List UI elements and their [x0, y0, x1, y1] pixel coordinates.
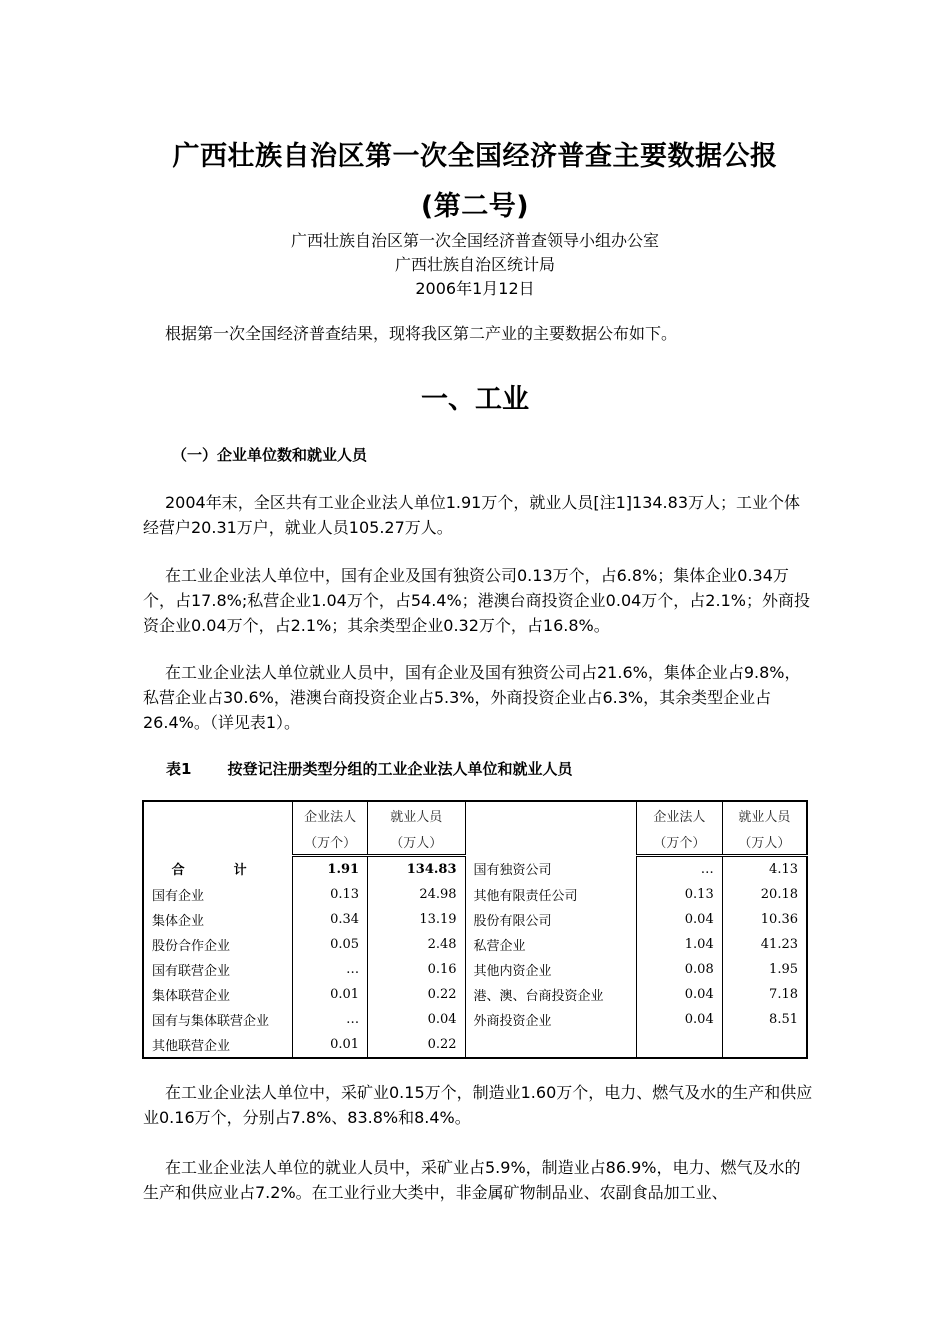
- row-employees-right: 4.13: [722, 856, 807, 883]
- header-col4-line1: 就业人员: [722, 801, 807, 828]
- row-employees-right: 10.36: [722, 907, 807, 932]
- row-units-left: …: [293, 1007, 368, 1032]
- header-col2-line2: （万人）: [368, 828, 465, 856]
- document-subtitle: (第二号): [420, 191, 530, 222]
- row-employees-left: 134.83: [368, 856, 465, 883]
- table-row: [143, 957, 807, 982]
- row-units-right: 1.04: [637, 932, 723, 957]
- header-blank-left: [143, 801, 293, 856]
- table-header-row-1: [143, 801, 807, 828]
- paragraph-2: 在工业企业法人单位中，国有企业及国有独资公司0.13万个，占6.8%；集体企业0.34万个，占17.8%;私营企业1.04万个，占54.4%；港澳台商投资企业0.04万个，占2.1%；外商投资企业0.04万个，占2.1%；其余类型企业0.32万个，占16.8%。: [143, 566, 810, 635]
- row-name-right: [465, 1032, 637, 1058]
- row-name-left: 国有联营企业: [143, 957, 293, 982]
- section-heading-industry: 一、工业: [421, 384, 529, 415]
- row-units-left: 0.34: [293, 907, 368, 932]
- table-caption: [166, 758, 572, 779]
- subsection-heading: （一）企业单位数和就业人员: [172, 446, 368, 464]
- row-employees-left: 2.48: [368, 932, 465, 957]
- row-employees-left: 0.22: [368, 982, 465, 1007]
- row-name-left: 集体联营企业: [143, 982, 293, 1007]
- row-name-right: 其他内资企业: [465, 957, 637, 982]
- row-employees-left: 24.98: [368, 882, 465, 907]
- table-row: [143, 982, 807, 1007]
- row-employees-right: 20.18: [722, 882, 807, 907]
- row-name-left: 国有与集体联营企业: [143, 1007, 293, 1032]
- row-name-right: 私营企业: [465, 932, 637, 957]
- table-row: [143, 882, 807, 907]
- issue-date: 2006年1月12日: [415, 279, 535, 298]
- row-employees-right: 1.95: [722, 957, 807, 982]
- row-name-left: 国有企业: [143, 882, 293, 907]
- row-employees-left: 13.19: [368, 907, 465, 932]
- row-units-right: 0.13: [637, 882, 723, 907]
- header-col4-line2: （万人）: [722, 828, 807, 856]
- document-title: 广西壮族自治区第一次全国经济普查主要数据公报: [172, 141, 778, 172]
- row-name-right: 外商投资企业: [465, 1007, 637, 1032]
- row-employees-left: 0.22: [368, 1032, 465, 1058]
- row-name-right: 港、澳、台商投资企业: [465, 982, 637, 1007]
- row-name-right: 其他有限责任公司: [465, 882, 637, 907]
- issuer-line-1: 广西壮族自治区第一次全国经济普查领导小组办公室: [290, 231, 659, 250]
- table-row: [143, 1032, 807, 1058]
- row-units-right: …: [637, 856, 723, 883]
- header-col2-line1: 就业人员: [368, 801, 465, 828]
- row-units-right: 0.04: [637, 907, 723, 932]
- table-row: [143, 932, 807, 957]
- intro-paragraph: [143, 321, 813, 346]
- header-col3-line2: （万个）: [637, 828, 723, 856]
- row-units-left: …: [293, 957, 368, 982]
- row-units-right: 0.04: [637, 982, 723, 1007]
- row-units-left: 0.13: [293, 882, 368, 907]
- paragraph-3: 在工业企业法人单位就业人员中，国有企业及国有独资公司占21.6%，集体企业占9.8%，私营企业占30.6%，港澳台商投资企业占5.3%，外商投资企业占6.3%，其余类型企业占26.4%。（详见表1）。: [143, 663, 801, 732]
- header-blank-right: [465, 801, 637, 856]
- paragraph-5: 在工业企业法人单位的就业人员中，采矿业占5.9%，制造业占86.9%，电力、燃气及水的生产和供应业占7.2%。在工业行业大类中，非金属矿物制品业、农副食品加工业、: [143, 1158, 801, 1202]
- table-row: [143, 856, 807, 883]
- header-col1-line2: （万个）: [293, 828, 368, 856]
- row-employees-right: [722, 1032, 807, 1058]
- header-col1-line1: 企业法人: [293, 801, 368, 828]
- intro-text: 根据第一次全国经济普查结果，现将我区第二产业的主要数据公布如下。: [165, 324, 678, 343]
- paragraph-1: 2004年末，全区共有工业企业法人单位1.91万个，就业人员[注1]134.83万人；工业个体经营户20.31万户，就业人员105.27万人。: [143, 493, 800, 537]
- table-title: 按登记注册类型分组的工业企业法人单位和就业人员: [227, 760, 573, 778]
- row-units-right: [637, 1032, 723, 1058]
- row-employees-right: 7.18: [722, 982, 807, 1007]
- row-units-right: 0.04: [637, 1007, 723, 1032]
- row-units-left: 0.01: [293, 1032, 368, 1058]
- row-units-left: 0.01: [293, 982, 368, 1007]
- table-label: 表1: [166, 760, 192, 778]
- row-name-left: 合 计: [143, 856, 293, 883]
- header-col3-line1: 企业法人: [637, 801, 723, 828]
- row-employees-right: 8.51: [722, 1007, 807, 1032]
- row-units-right: 0.08: [637, 957, 723, 982]
- row-name-right: 国有独资公司: [465, 856, 637, 883]
- row-name-right: 股份有限公司: [465, 907, 637, 932]
- row-name-left: 其他联营企业: [143, 1032, 293, 1058]
- paragraph-4: 在工业企业法人单位中，采矿业0.15万个，制造业1.60万个，电力、燃气及水的生产和供应业0.16万个，分别占7.8%、83.8%和8.4%。: [143, 1083, 813, 1127]
- issuer-line-2: 广西壮族自治区统计局: [394, 255, 555, 274]
- row-employees-right: 41.23: [722, 932, 807, 957]
- table-row: [143, 907, 807, 932]
- row-name-left: 股份合作企业: [143, 932, 293, 957]
- row-employees-left: 0.16: [368, 957, 465, 982]
- row-units-left: 1.91: [293, 856, 368, 883]
- row-employees-left: 0.04: [368, 1007, 465, 1032]
- row-units-left: 0.05: [293, 932, 368, 957]
- row-name-left: 集体企业: [143, 907, 293, 932]
- table-1: [142, 800, 808, 1059]
- table-row: [143, 1007, 807, 1032]
